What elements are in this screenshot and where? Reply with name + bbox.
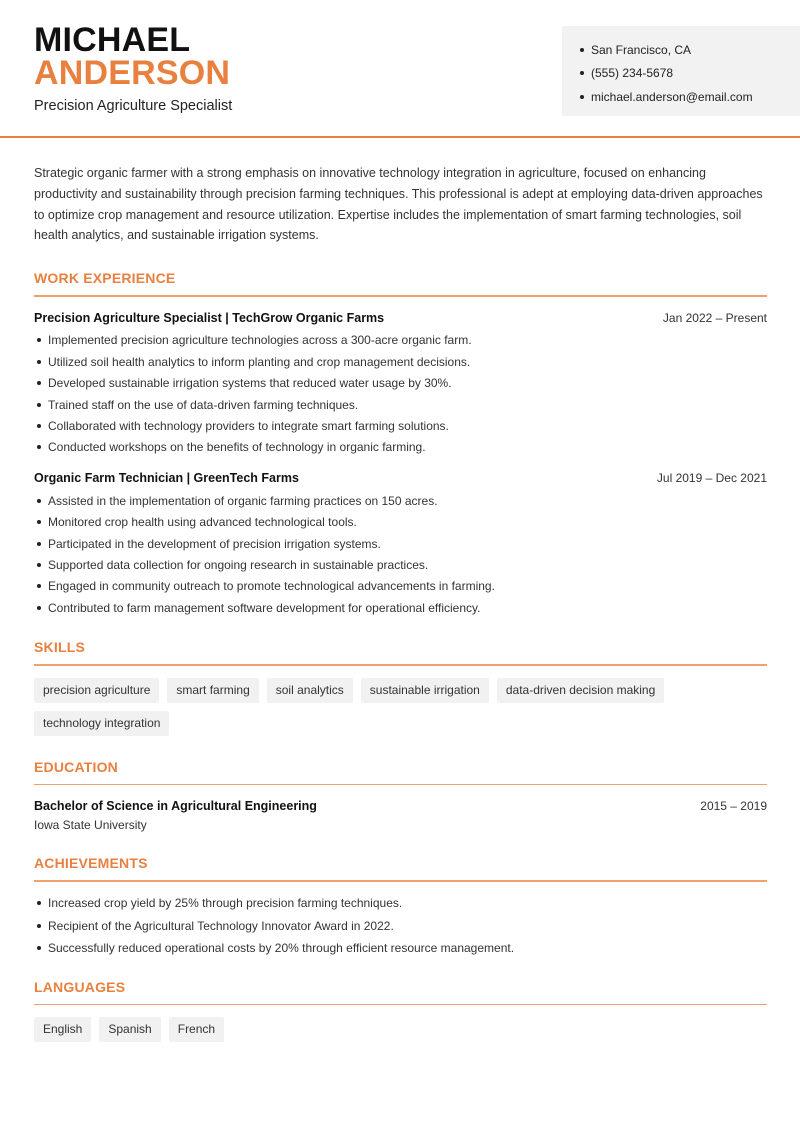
section-divider xyxy=(34,784,767,786)
section-title-skills: SKILLS xyxy=(34,639,85,656)
job-role: Organic Farm Technician | GreenTech Farms xyxy=(34,471,299,486)
bullet-icon xyxy=(37,901,41,905)
contact-phone-text: (555) 234-5678 xyxy=(591,66,674,81)
list-item xyxy=(34,330,767,351)
education-dates: 2015 – 2019 xyxy=(700,799,767,814)
list-item xyxy=(34,415,767,436)
contact-location-text: San Francisco, CA xyxy=(591,42,692,57)
language-tag: English xyxy=(34,1017,91,1042)
list-item-text: Engaged in community outreach to promote technological advancements in farming. xyxy=(48,579,495,594)
job-dates: Jan 2022 – Present xyxy=(662,310,767,325)
list-item-text: Utilized soil health analytics to inform planting and crop management decisions. xyxy=(48,354,471,369)
section-divider xyxy=(34,664,767,666)
first-name: MICHAEL xyxy=(34,21,191,59)
section-title-languages: LANGUAGES xyxy=(34,978,126,995)
list-item xyxy=(34,914,767,937)
last-name: ANDERSON xyxy=(34,54,231,92)
section-title-education: EDUCATION xyxy=(34,758,118,775)
education-header xyxy=(34,799,767,813)
bullet-icon xyxy=(37,360,41,364)
list-item-text: Supported data collection for ongoing research in sustainable practices. xyxy=(48,557,429,572)
list-item-text: Monitored crop health using advanced technological tools. xyxy=(48,515,357,530)
bullet-icon xyxy=(37,338,41,342)
bullet-icon xyxy=(37,606,41,610)
bullet-icon xyxy=(37,424,41,428)
section-title-achievements: ACHIEVEMENTS xyxy=(34,855,148,872)
list-item xyxy=(34,372,767,393)
section-divider xyxy=(34,880,767,882)
skill-tag: sustainable irrigation xyxy=(361,678,489,703)
skills-section xyxy=(34,639,767,736)
bullet-icon xyxy=(580,71,584,75)
job-bullets xyxy=(34,330,767,458)
bullet-icon xyxy=(37,499,41,503)
list-item-text: Trained staff on the use of data-driven farming techniques. xyxy=(48,397,359,412)
skill-tag: data-driven decision making xyxy=(497,678,664,703)
achievements-list xyxy=(34,892,767,960)
resume-header xyxy=(0,0,800,138)
contact-email[interactable] xyxy=(580,85,800,109)
skill-tag: smart farming xyxy=(167,678,258,703)
job-header xyxy=(34,311,767,325)
bullet-icon xyxy=(37,403,41,407)
list-item-text: Developed sustainable irrigation systems that reduced water usage by 30%. xyxy=(48,376,452,391)
work-experience-section xyxy=(34,270,767,618)
skill-tag: soil analytics xyxy=(267,678,353,703)
job-dates: Jul 2019 – Dec 2021 xyxy=(656,471,767,486)
bullet-icon xyxy=(580,48,584,52)
languages-section xyxy=(34,979,767,1043)
list-item xyxy=(34,490,767,511)
list-item xyxy=(34,576,767,597)
list-item-text: Conducted workshops on the benefits of technology in organic farming. xyxy=(48,440,426,455)
job-header xyxy=(34,471,767,485)
education-entry xyxy=(34,799,767,832)
name-block xyxy=(34,21,233,114)
job-bullets xyxy=(34,490,767,618)
degree: Bachelor of Science in Agricultural Engineering xyxy=(34,799,317,814)
list-item-text: Successfully reduced operational costs by 20% through efficient resource management. xyxy=(48,941,515,956)
job-role: Precision Agriculture Specialist | TechGrow Organic Farms xyxy=(34,310,385,325)
list-item xyxy=(34,533,767,554)
list-item xyxy=(34,937,767,960)
list-item-text: Implemented precision agriculture technologies across a 300-acre organic farm. xyxy=(48,333,472,348)
bullet-icon xyxy=(37,584,41,588)
job-title: Precision Agriculture Specialist xyxy=(34,98,233,114)
list-item xyxy=(34,597,767,618)
bullet-icon xyxy=(37,946,41,950)
languages-tags xyxy=(34,1017,767,1042)
bullet-icon xyxy=(580,95,584,99)
section-divider xyxy=(34,295,767,297)
contact-box xyxy=(562,26,800,116)
list-item xyxy=(34,351,767,372)
bullet-icon xyxy=(37,563,41,567)
list-item-text: Recipient of the Agricultural Technology Innovator Award in 2022. xyxy=(48,918,394,933)
bullet-icon xyxy=(37,381,41,385)
skills-tags xyxy=(34,678,674,736)
bullet-icon xyxy=(37,520,41,524)
language-tag: Spanish xyxy=(99,1017,160,1042)
job-entry xyxy=(34,311,767,458)
resume-body xyxy=(0,163,800,1042)
list-item xyxy=(34,437,767,458)
list-item xyxy=(34,394,767,415)
list-item-text: Increased crop yield by 25% through precision farming techniques. xyxy=(48,896,403,911)
job-entry xyxy=(34,471,767,618)
list-item-text: Participated in the development of precision irrigation systems. xyxy=(48,536,381,551)
bullet-icon xyxy=(37,924,41,928)
bullet-icon xyxy=(37,445,41,449)
skill-tag: technology integration xyxy=(34,711,169,736)
section-divider xyxy=(34,1004,767,1006)
skill-tag: precision agriculture xyxy=(34,678,159,703)
education-section xyxy=(34,759,767,833)
achievements-section xyxy=(34,855,767,959)
contact-phone xyxy=(580,62,800,86)
list-item xyxy=(34,511,767,532)
school: Iowa State University xyxy=(34,818,147,833)
list-item-text: Collaborated with technology providers to integrate smart farming solutions. xyxy=(48,418,449,433)
bullet-icon xyxy=(37,542,41,546)
summary: Strategic organic farmer with a strong emphasis on innovative technology integration in agriculture, focused on enhancing productivity and sustainability through precision farming techniques. This professional is adept at employing data-driven approaches to optimize crop management and resource utilization. Expertise includes the implementation of smart farming technologies, soil health analytics, and sustainable irrigation systems. xyxy=(34,166,763,243)
language-tag: French xyxy=(169,1017,224,1042)
list-item xyxy=(34,892,767,915)
list-item-text: Contributed to farm management software development for operational efficiency. xyxy=(48,600,481,615)
contact-location xyxy=(580,38,800,62)
contact-email-text[interactable]: michael.anderson@email.com xyxy=(591,89,753,104)
list-item xyxy=(34,554,767,575)
section-title-work: WORK EXPERIENCE xyxy=(34,270,176,287)
list-item-text: Assisted in the implementation of organic farming practices on 150 acres. xyxy=(48,493,438,508)
